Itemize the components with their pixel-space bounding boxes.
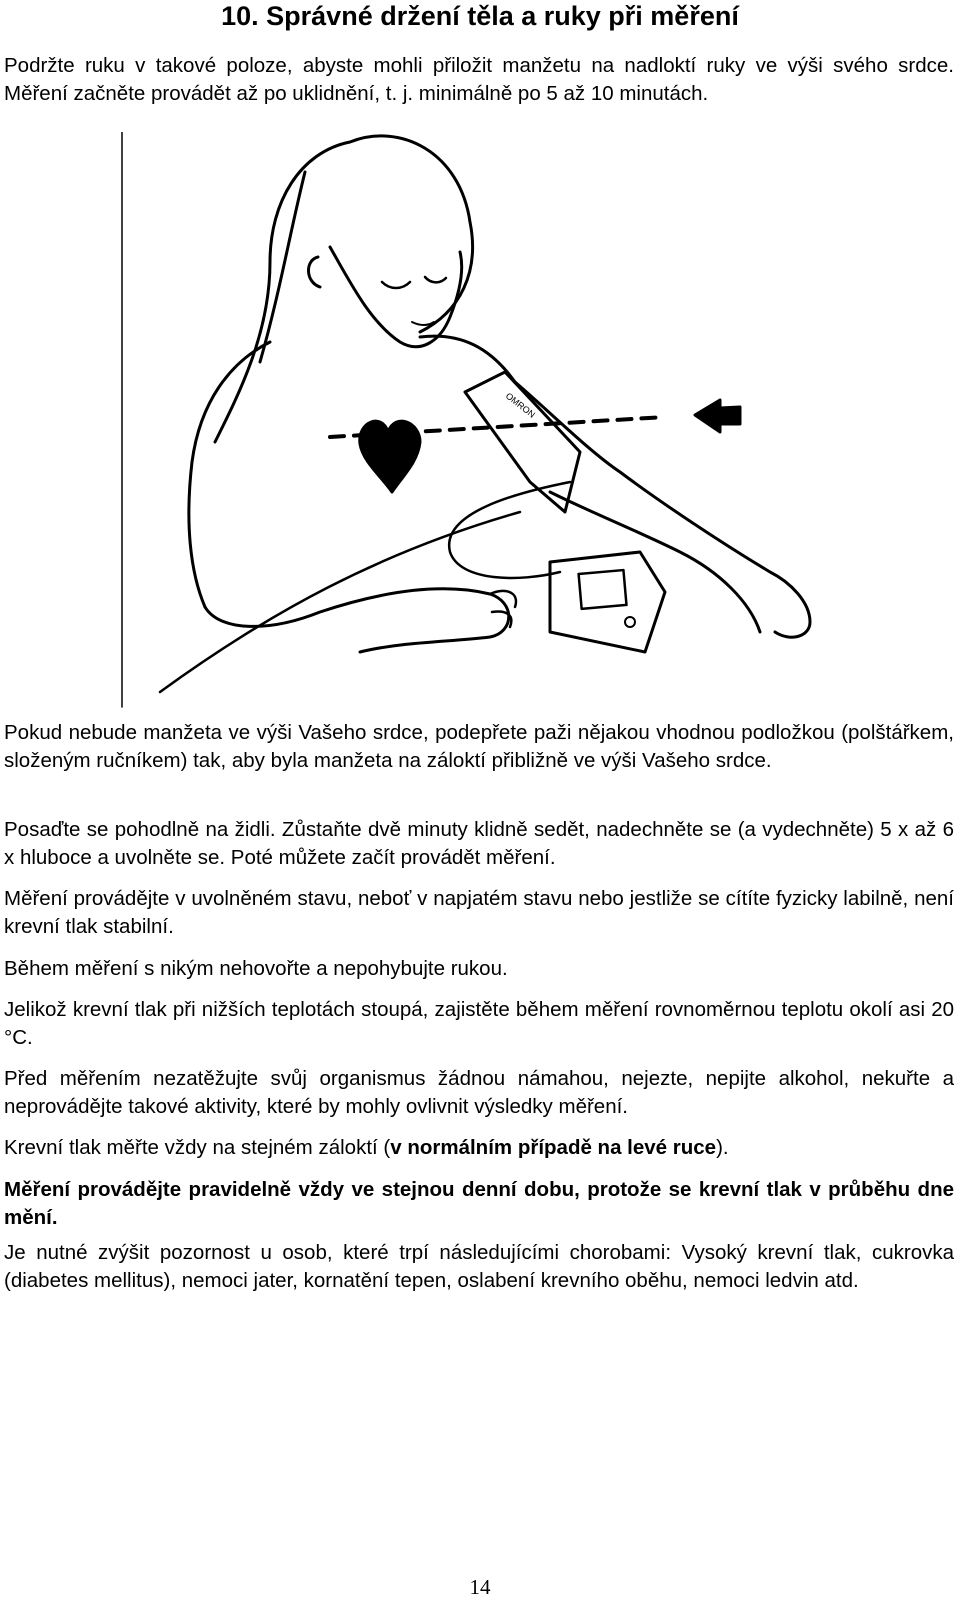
page-number: 14 [469, 1575, 491, 1599]
face-outline [330, 247, 462, 347]
paragraph-sit-comfortably: Posaďte se pohodlně na židli. Zůstaňte dvě minuty klidně sedět, nadechněte se (a vydechněte) 5 x až 6 x hluboce a uvolněte se. Poté můžete začít provádět měření. [4, 818, 954, 869]
same-arm-text-bold: v normálním případě na levé ruce [390, 1136, 717, 1159]
posture-illustration [120, 132, 820, 712]
paragraph-diseases: Je nutné zvýšit pozornost u osob, které trpí následujícími chorobami: Vysoký krevní tlak, cukrovka (diabetes mellitus), nemoci jater, kornatění tepen, oslabení krevního oběhu, nemoci ledvin atd. [4, 1241, 954, 1292]
blood-pressure-cuff [465, 372, 580, 512]
monitor-display [579, 570, 627, 609]
arrow-icon [695, 400, 740, 432]
same-arm-text-end: ). [716, 1136, 729, 1159]
same-arm-text-start: Krevní tlak měřte vždy na stejném záloktí ( [4, 1136, 391, 1159]
left-arm [205, 589, 509, 652]
ear [308, 257, 320, 287]
eye-left [382, 282, 410, 288]
hair-outline [215, 136, 473, 442]
paragraph-cuff-support: Pokud nebude manžeta ve výši Vašeho srdce, podepřete paži nějakou vhodnou podložkou (polštářkem, složeným ručníkem) tak, aby byla manžeta na záloktí přibližně ve výši Vašeho srdce. [4, 721, 954, 772]
paragraph-regular-time: Měření provádějte pravidelně vždy ve stejnou denní dobu, protože se krevní tlak v průběhu dne mění. [4, 1178, 954, 1229]
paragraph-relaxed-state: Měření provádějte v uvolněném stavu, neboť v napjatém stavu nebo jestliže se cítíte fyzicky labilně, není krevní tlak stabilní. [4, 887, 954, 938]
cuff-tube [449, 482, 570, 578]
mouth [412, 322, 434, 325]
paragraph-same-arm [4, 1134, 954, 1162]
torso-outline [189, 336, 515, 607]
paragraph-temperature: Jelikož krevní tlak při nižších teplotách stoupá, zajistěte během měření rovnoměrnou teplotu okolí asi 20 °C. [4, 998, 954, 1049]
table-edge [160, 512, 520, 692]
paragraph-before-measurement: Před měřením nezatěžujte svůj organismus žádnou námahou, nejezte, nepijte alkohol, nekuřte a neprovádějte takové aktivity, které by mohly ovlivnit výsledky měření. [4, 1067, 954, 1118]
monitor-device [550, 552, 665, 652]
intro-paragraph: Podržte ruku v takové poloze, abyste mohli přiložit manžetu na nadloktí ruky ve výši svého srdce. Měření začněte provádět až po uklidnění, t. j. minimálně po 5 až 10 minutách. [4, 54, 954, 105]
paragraph-no-talking: Během měření s nikým nehovořte a nepohybujte rukou. [4, 957, 508, 980]
monitor-button [625, 617, 635, 627]
cuff-brand-label: OMRON [503, 390, 538, 420]
page-title: 10. Správné držení těla a ruky při měření [221, 1, 739, 31]
eye-right [425, 277, 446, 282]
